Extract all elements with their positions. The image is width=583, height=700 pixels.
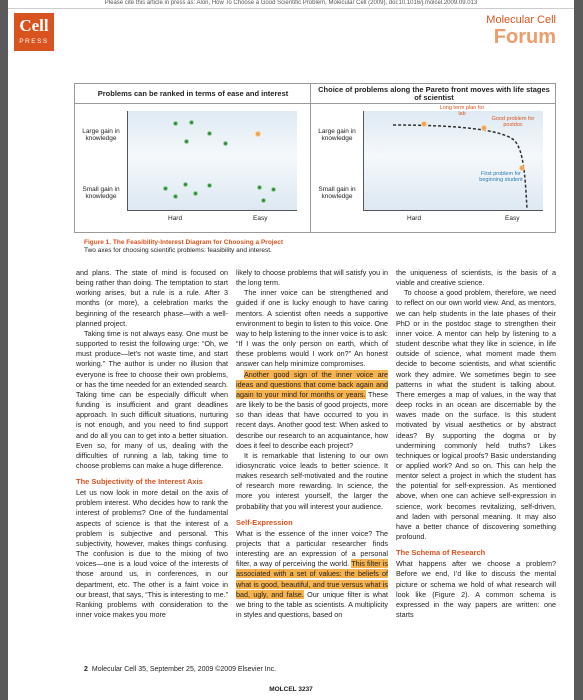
paragraph: Let us now look in more detail on the axis of problem interest. Who decides how to rank the interest of problems? One of the fundamental aspects of science is that the interest of a problem is subjective and personal. This subjectivity, however, makes things confusing. The confusion is due to the mixing of two voices—one is a loud voice of the interests of those around us, in conferences, in our department, etc. The other is a faint voice in our breast, that says, “This is interesting to me.” Ranking problems with consideration to the inner voice makes you more (76, 488, 228, 619)
text-column-3 (396, 268, 556, 620)
problem-dot (257, 185, 262, 190)
section-heading: Self-Expression (236, 517, 293, 527)
text-column-1 (76, 268, 228, 620)
manuscript-id: MOLCEL 3237 (269, 686, 313, 693)
problem-dot (223, 141, 228, 146)
left-y-large-label: Large gain in knowledge (82, 128, 120, 142)
page-footer (84, 666, 276, 673)
problem-dot (163, 186, 168, 191)
caption-text: Two axes for choosing scientific problems: feasibility and interest. (84, 247, 272, 254)
paragraph: The inner voice can be strengthened and guided if one is lucky enough to have caring mentors. A scientist often needs a supportive environment to begin to listen to this voice. One way to help listening to the inner voice is to ask: “If I was the only person on earth, which of these problems would I work on?” An honest answer can help minimize compromises. (236, 288, 388, 369)
paragraph: likely to choose problems that will satisfy you in the long term. (236, 268, 388, 288)
figure-divider (310, 84, 311, 232)
left-y-small-label: Small gain in knowledge (82, 186, 120, 200)
paragraph-highlighted (236, 370, 388, 451)
highlight: This filter is associated with a set of values: the beliefs of what is good, beautiful, and true versus what is bad, ugly, and false. (236, 559, 389, 599)
figure-caption (84, 239, 554, 255)
paragraph: the uniqueness of scientists, is the basis of a viable and creative science. (396, 268, 556, 288)
paragraph: Taking time is not always easy. One must be supported to resist the following urge: “Oh, we must produce—let’s not waste time, and start working.” The author is under no illusion that everyone is free to choose their own problems, or has the time needed for an extended search. Taking time can be especially difficult when funding is insufficient and grant deadlines approach. In such difficult situations, nurturing is not enough, and you need to find support and do all you can to get into a better situation. Even so, for many of us, dealing with the difficulties of running a lab, taking time to choose problems can make a huge difference. (76, 328, 228, 470)
logo-text: Cell (19, 16, 49, 35)
problem-dot (173, 121, 178, 126)
left-x-axis (127, 210, 297, 211)
problem-dot (193, 191, 198, 196)
citation-note: Please cite this article in press as: Alon, How To Choose a Good Scientific Problem, Molecular Cell (2009), doi:10.1016/j.molcel.2009.09.013 (8, 0, 574, 9)
annotation-first: First problem for beginning student (479, 171, 523, 183)
cell-press-logo (14, 13, 54, 51)
right-panel-title: Choice of problems along the Pareto front moves with life stages of scientist (318, 85, 550, 102)
right-plot-area (363, 105, 543, 211)
caption-title: Figure 1. The Feasibility-Interest Diagram for Choosing a Project (84, 239, 284, 246)
paragraph: What happens after we choose a problem? Before we end, I’d like to discuss the mental picture or schema we hold of what research will look like (Figure 2). A common schema is expressed in the way papers are written: one starts (396, 559, 556, 619)
problem-dot (173, 194, 178, 199)
journal-name: Molecular Cell (486, 14, 556, 26)
left-x-easy-label: Easy (253, 215, 268, 222)
right-x-hard-label: Hard (407, 215, 422, 222)
text-column-2 (236, 268, 388, 620)
left-plot-area (127, 111, 297, 211)
paragraph-highlighted (236, 529, 388, 620)
left-y-axis (127, 111, 128, 211)
right-y-large-label: Large gain in knowledge (318, 128, 356, 142)
right-x-easy-label: Easy (505, 215, 520, 222)
section-name: Forum (493, 26, 556, 48)
annotation-postdoc: Good problem for postdoc (491, 116, 535, 128)
problem-dot (271, 187, 276, 192)
logo-subtext: PRESS (19, 38, 49, 45)
problem-dot (184, 139, 189, 144)
problem-dot (207, 131, 212, 136)
section-heading: The Subjectivity of the Interest Axis (76, 477, 203, 487)
figure-1 (74, 83, 556, 233)
problem-dot (189, 120, 194, 125)
highlight: Another good sign of the inner voice are ideas and questions that come back again and again to your mind for months or years. (236, 369, 388, 399)
problem-dot (207, 183, 212, 188)
paragraph: and plans. The state of mind is focused on being rather than doing. The temptation to start working arises, but a rule is a rule. After 3 months (or more), a celebration marks the beginning of the research phase—with a well-planned project. (76, 268, 228, 328)
paragraph: To choose a good problem, therefore, we need to reflect on our own world view. And, as mentors, we can help students in the late phases of their PhD or in the postdoc stage to strengthen their inner voice. A mentor can help by listening to a student describe what they like in science, in life outside of science, what moment made them decide to become scientists, and what scientific work they admire. We sometimes begin to see patterns in what the student is talking about. There emerges a map of values, in the way that deep rocks in an ocean are discernable by the waves made on the surface. Is this student motivated by visual aesthetics or by abstract ideas? By supporting the dogma or by undermining commonly held truths? Likes techniques or logical proofs? Basic understanding or applied work? And so on. This can help the mentor select a project in which the student has the potential for self-expression. As mentioned above, when one can achieve self-expression in science, work becomes revitalizing, self-driven, and laden with personal meaning. It may also have a better chance of discovering something profound. (396, 288, 556, 542)
paragraph-text: Our unique filter is what we bring to the table as scientists. A multiplicity in styles and questions, based on (236, 589, 388, 619)
left-panel-title: Problems can be ranked in terms of ease and interest (97, 89, 289, 98)
annotation-longterm: Long term plan for lab (439, 105, 485, 117)
problem-dot-highlight (255, 131, 261, 137)
problem-dot (183, 182, 188, 187)
right-y-small-label: Small gain in knowledge (318, 186, 356, 200)
left-x-hard-label: Hard (168, 215, 183, 222)
paper-page (8, 0, 574, 700)
paragraph: It is remarkable that listening to our own idiosyncratic voice leads to better science. It makes research self-motivated and the routine of research more rewarding. In science, the more you interest yourself, the larger the probability that you will interest your audience. (236, 450, 388, 511)
page-number: 2 (84, 666, 88, 673)
paragraph-text: What is the essence of the inner voice? The projects that a particular researcher finds interesting are an expression of a personal filter, a way of perceiving the world. (236, 528, 388, 569)
footer-citation: Molecular Cell 35, September 25, 2009 ©2009 Elsevier Inc. (91, 666, 277, 673)
problem-dot (261, 198, 266, 203)
pareto-dot-longterm (421, 121, 427, 127)
figure-title-rule (75, 103, 555, 104)
paragraph-text: These are likely to be the basis of good projects, more so than ideas that have occurred to you in recent days. Another good test: When asked to describe our research to an acquaintance, how does it feel to describe each project? (236, 389, 388, 450)
section-heading: The Schema of Research (396, 548, 486, 558)
